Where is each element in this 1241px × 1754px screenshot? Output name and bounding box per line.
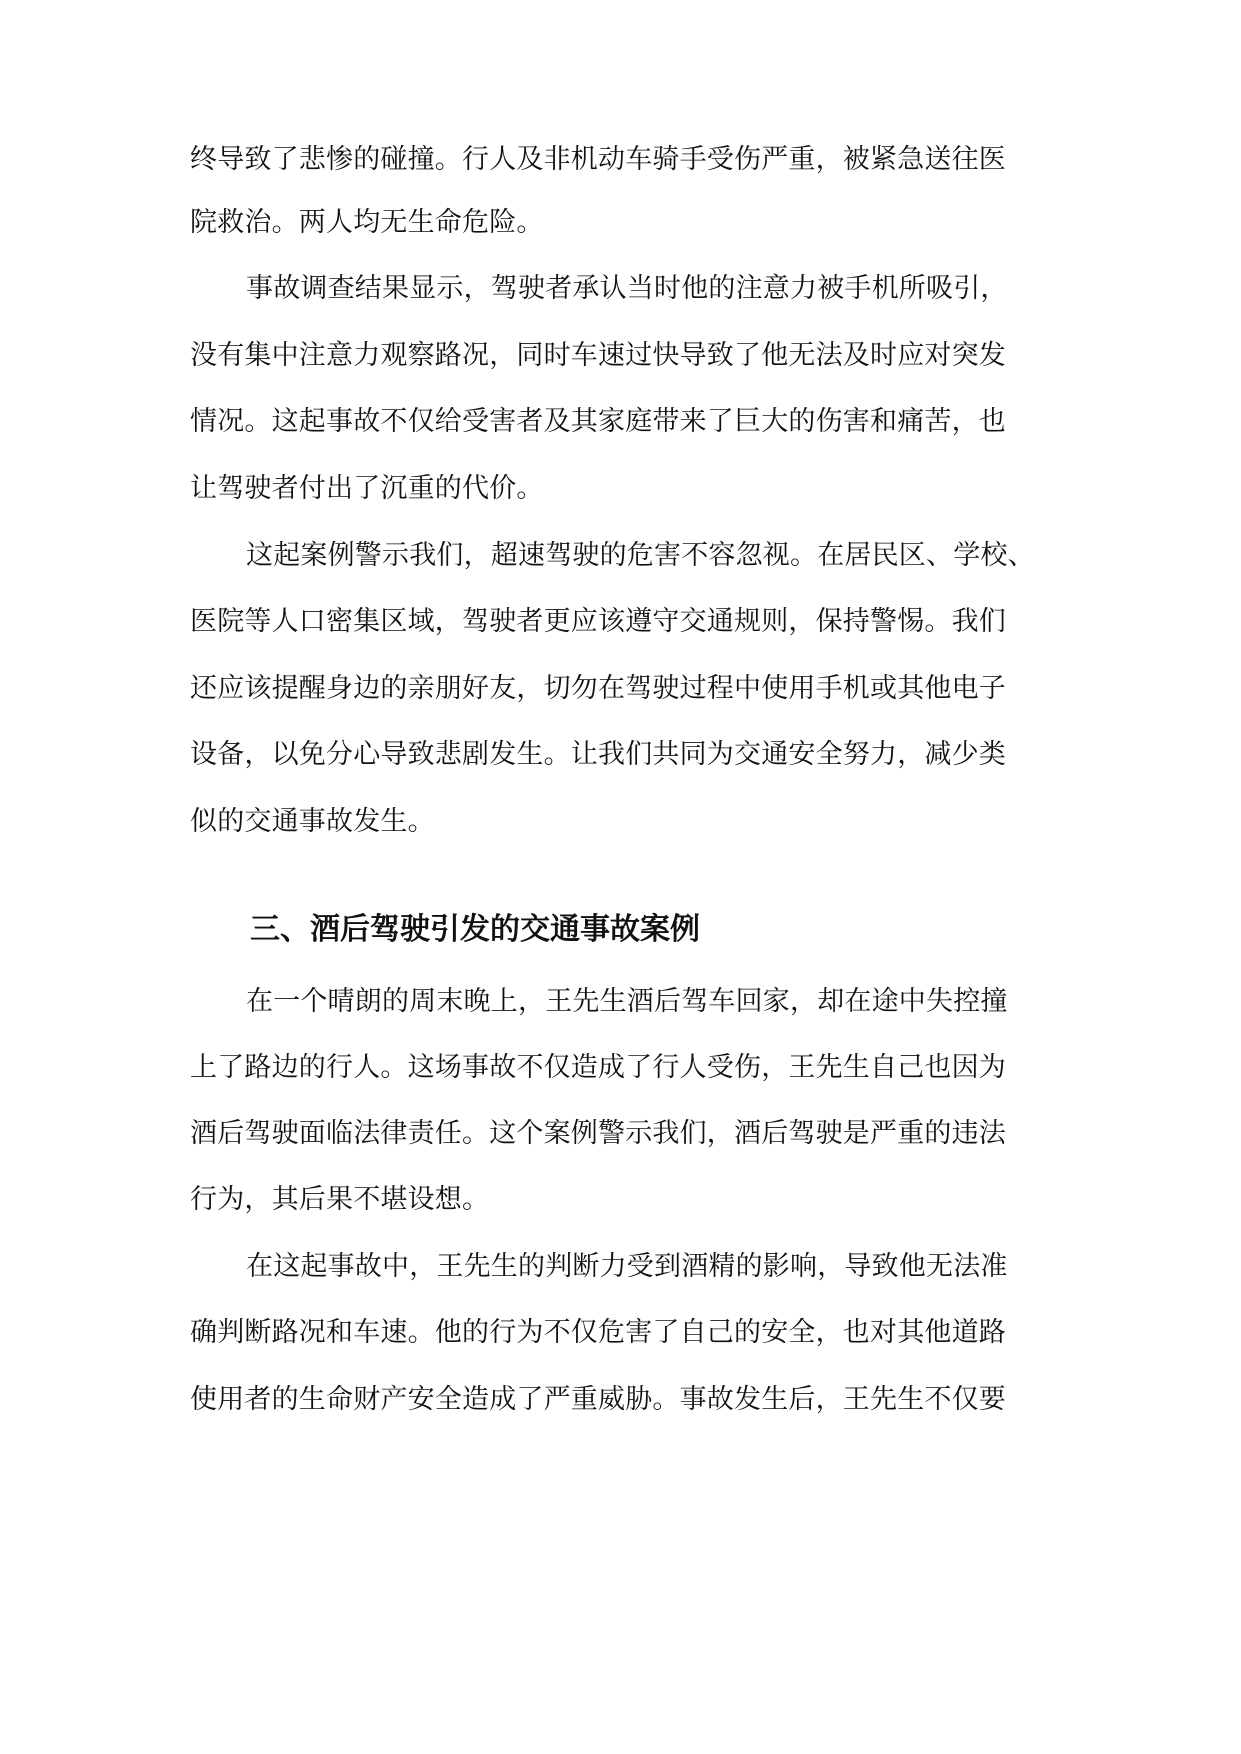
paragraph-line: 上了路边的行人。这场事故不仅造成了行人受伤，王先生自己也因为 <box>190 1052 1006 1083</box>
paragraph-line: 使用者的生命财产安全造成了严重威胁。事故发生后，王先生不仅要 <box>190 1384 1006 1415</box>
paragraph-line: 酒后驾驶面临法律责任。这个案例警示我们，酒后驾驶是严重的违法 <box>190 1118 1006 1149</box>
paragraph-line: 情况。这起事故不仅给受害者及其家庭带来了巨大的伤害和痛苦，也 <box>190 406 1006 437</box>
paragraph-line: 医院等人口密集区域，驾驶者更应该遵守交通规则，保持警惕。我们 <box>190 606 1006 637</box>
section-heading: 三、酒后驾驶引发的交通事故案例 <box>250 912 700 947</box>
paragraph-line: 行为，其后果不堪设想。 <box>190 1184 490 1215</box>
paragraph-line: 终导致了悲惨的碰撞。行人及非机动车骑手受伤严重，被紧急送往医 <box>190 144 1006 175</box>
paragraph-line: 在这起事故中，王先生的判断力受到酒精的影响，导致他无法准 <box>246 1251 1008 1282</box>
paragraph-line: 似的交通事故发生。 <box>190 806 435 837</box>
paragraph-line: 院救治。两人均无生命危险。 <box>190 207 544 238</box>
paragraph-line: 没有集中注意力观察路况，同时车速过快导致了他无法及时应对突发 <box>190 340 1006 371</box>
paragraph-line: 这起案例警示我们，超速驾驶的危害不容忽视。在居民区、学校、 <box>246 540 1035 571</box>
paragraph-line: 在一个晴朗的周末晚上，王先生酒后驾车回家，却在途中失控撞 <box>246 986 1008 1017</box>
paragraph-line: 设备，以免分心导致悲剧发生。让我们共同为交通安全努力，减少类 <box>190 739 1006 770</box>
paragraph-line: 事故调查结果显示，驾驶者承认当时他的注意力被手机所吸引， <box>246 273 1008 304</box>
paragraph-line: 还应该提醒身边的亲朋好友，切勿在驾驶过程中使用手机或其他电子 <box>190 673 1006 704</box>
paragraph-line: 确判断路况和车速。他的行为不仅危害了自己的安全，也对其他道路 <box>190 1317 1006 1348</box>
paragraph-line: 让驾驶者付出了沉重的代价。 <box>190 473 544 504</box>
